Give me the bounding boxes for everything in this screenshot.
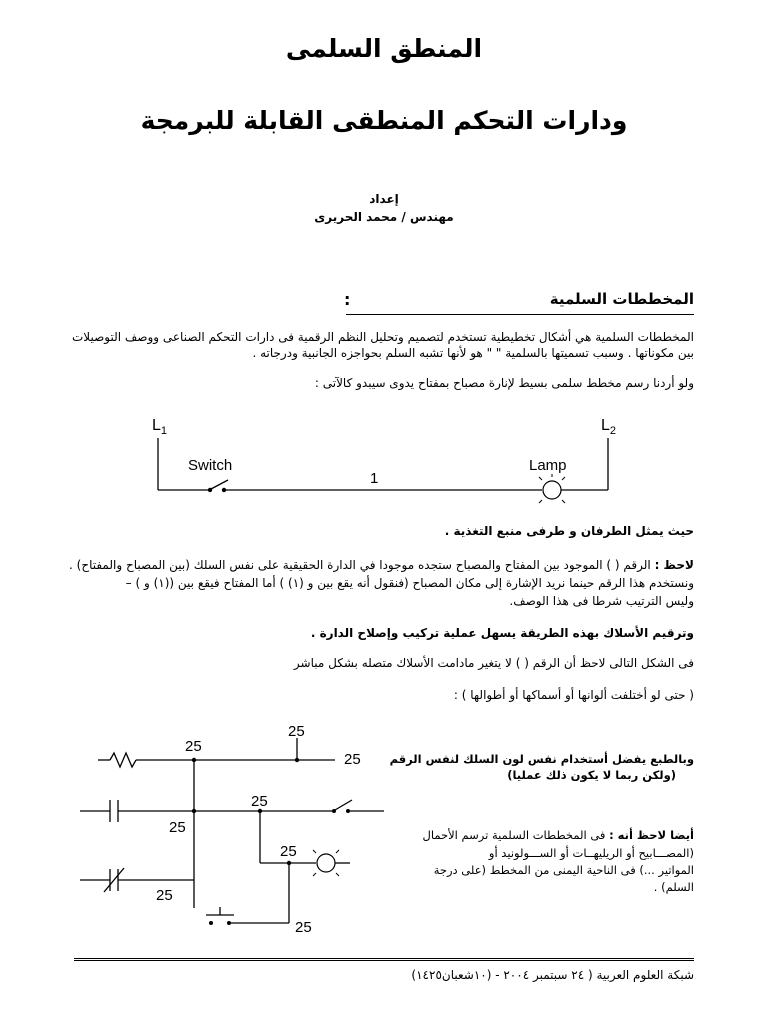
side-note-line2: (ولكن ربما لا يكون ذلك عمليا) bbox=[507, 768, 676, 782]
wire-number: 1 bbox=[370, 470, 379, 487]
wire-label: 25 bbox=[185, 738, 202, 755]
side2-line1 bbox=[422, 828, 694, 842]
wire-label: 25 bbox=[344, 751, 361, 768]
para1-line2: بين مكوناتها . وسبب تسميتها بالسلمية " " هو لأنها تشبه السلم بحواجزه الجانبية ودرجاته . bbox=[252, 346, 694, 360]
resistor-icon bbox=[110, 753, 136, 767]
footer-divider bbox=[74, 958, 694, 961]
side-note-line1: وبالطبع يفضل أستخدام نفس لون السلك لنفس الرقم bbox=[389, 752, 694, 766]
note-line1-text: الرقم ( ) الموجود بين المفتاح والمصباح ستجده موجودا في الدارة الحقيقية على نفس السلك (بين المصباح والمفتاح) . bbox=[69, 558, 651, 572]
footer-text: شبكة العلوم العربية ( ٢٤ سبتمبر ٢٠٠٤ - (١٠شعبان١٤٢٥) bbox=[411, 968, 694, 982]
wire-label: 25 bbox=[295, 919, 312, 936]
side2-line4: السلم) . bbox=[653, 880, 694, 894]
para2: ولو أردنا رسم مخطط سلمى بسيط لإنارة مصباح بمفتاح يدوى سيبدو كالآتى : bbox=[314, 376, 694, 390]
side2-line3: المواتير ...) فى الناحية اليمنى من المخطط (على درجة bbox=[433, 863, 694, 877]
l2-label: $L_2$ bbox=[601, 417, 617, 437]
para3: حيث يمثل الطرفان و طرفى منبع التغذية . bbox=[444, 524, 694, 538]
pushbutton-icon bbox=[206, 907, 234, 925]
switch-label: Switch bbox=[188, 457, 233, 474]
switch-blade bbox=[211, 480, 228, 489]
para1-line1: المخططات السلمية هي أشكال تخطيطية تستخدم لتصميم وتحليل النظم الرقمية فى دارات التحكم الصناعى ووصف التوصيلات bbox=[71, 330, 694, 344]
note-line3: وليس الترتيب شرطا فى هذا الوصف. bbox=[509, 594, 694, 608]
l1-label: $L_1$ bbox=[152, 417, 168, 437]
para6: ( حتى لو أختلفت ألوانها أو أسماكها أو أطوالها ) : bbox=[453, 688, 694, 702]
wire-label: 25 bbox=[288, 723, 305, 740]
switch-contact-b bbox=[346, 809, 350, 813]
section-colon: : bbox=[344, 290, 351, 309]
section-heading: المخططات السلمية bbox=[549, 290, 694, 308]
switch-blade-2 bbox=[335, 800, 352, 810]
wire-label: 25 bbox=[156, 887, 173, 904]
side2-line2: (المصـــابيح أو الريليهــات أو الســـولونيد أو bbox=[488, 846, 694, 860]
side2-line1-text: فى المخططات السلمية ترسم الأحمال bbox=[422, 828, 606, 842]
note-line2: ونستخدم هذا الرقم حينما نريد الإشارة إلى مكان المصباح (فنقول أنه يقع بين و (١) ) أما المفتاح فيقع بين ((١) و ) – bbox=[125, 576, 694, 590]
para4: وترقيم الأسلاك بهذه الطريقة يسهل عملية تركيب وإصلاح الدارة . bbox=[310, 626, 694, 640]
ladder-diagram-wire-numbers bbox=[70, 718, 390, 943]
wire-label: 25 bbox=[169, 819, 186, 836]
section-underline bbox=[346, 314, 694, 315]
note-line1 bbox=[69, 558, 694, 572]
ladder-diagram-simple bbox=[140, 410, 640, 510]
page-subtitle: ودارات التحكم المنطقى القابلة للبرمجة bbox=[140, 106, 628, 135]
switch-contact-right bbox=[222, 488, 226, 492]
side2-label: أيضا لاحظ أنه : bbox=[609, 828, 694, 842]
lamp-label: Lamp bbox=[529, 457, 567, 474]
wire-label: 25 bbox=[280, 843, 297, 860]
author-label: إعداد bbox=[369, 192, 399, 206]
note-label: لاحظ : bbox=[654, 558, 694, 572]
wire-label: 25 bbox=[251, 793, 268, 810]
lamp-icon bbox=[539, 474, 565, 503]
author-name: مهندس / محمد الحريرى bbox=[314, 210, 454, 224]
page-title: المنطق السلمى bbox=[285, 34, 483, 63]
para5: فى الشكل التالى لاحظ أن الرقم ( ) لا يتغير مادامت الأسلاك متصله بشكل مباشر bbox=[293, 656, 694, 670]
